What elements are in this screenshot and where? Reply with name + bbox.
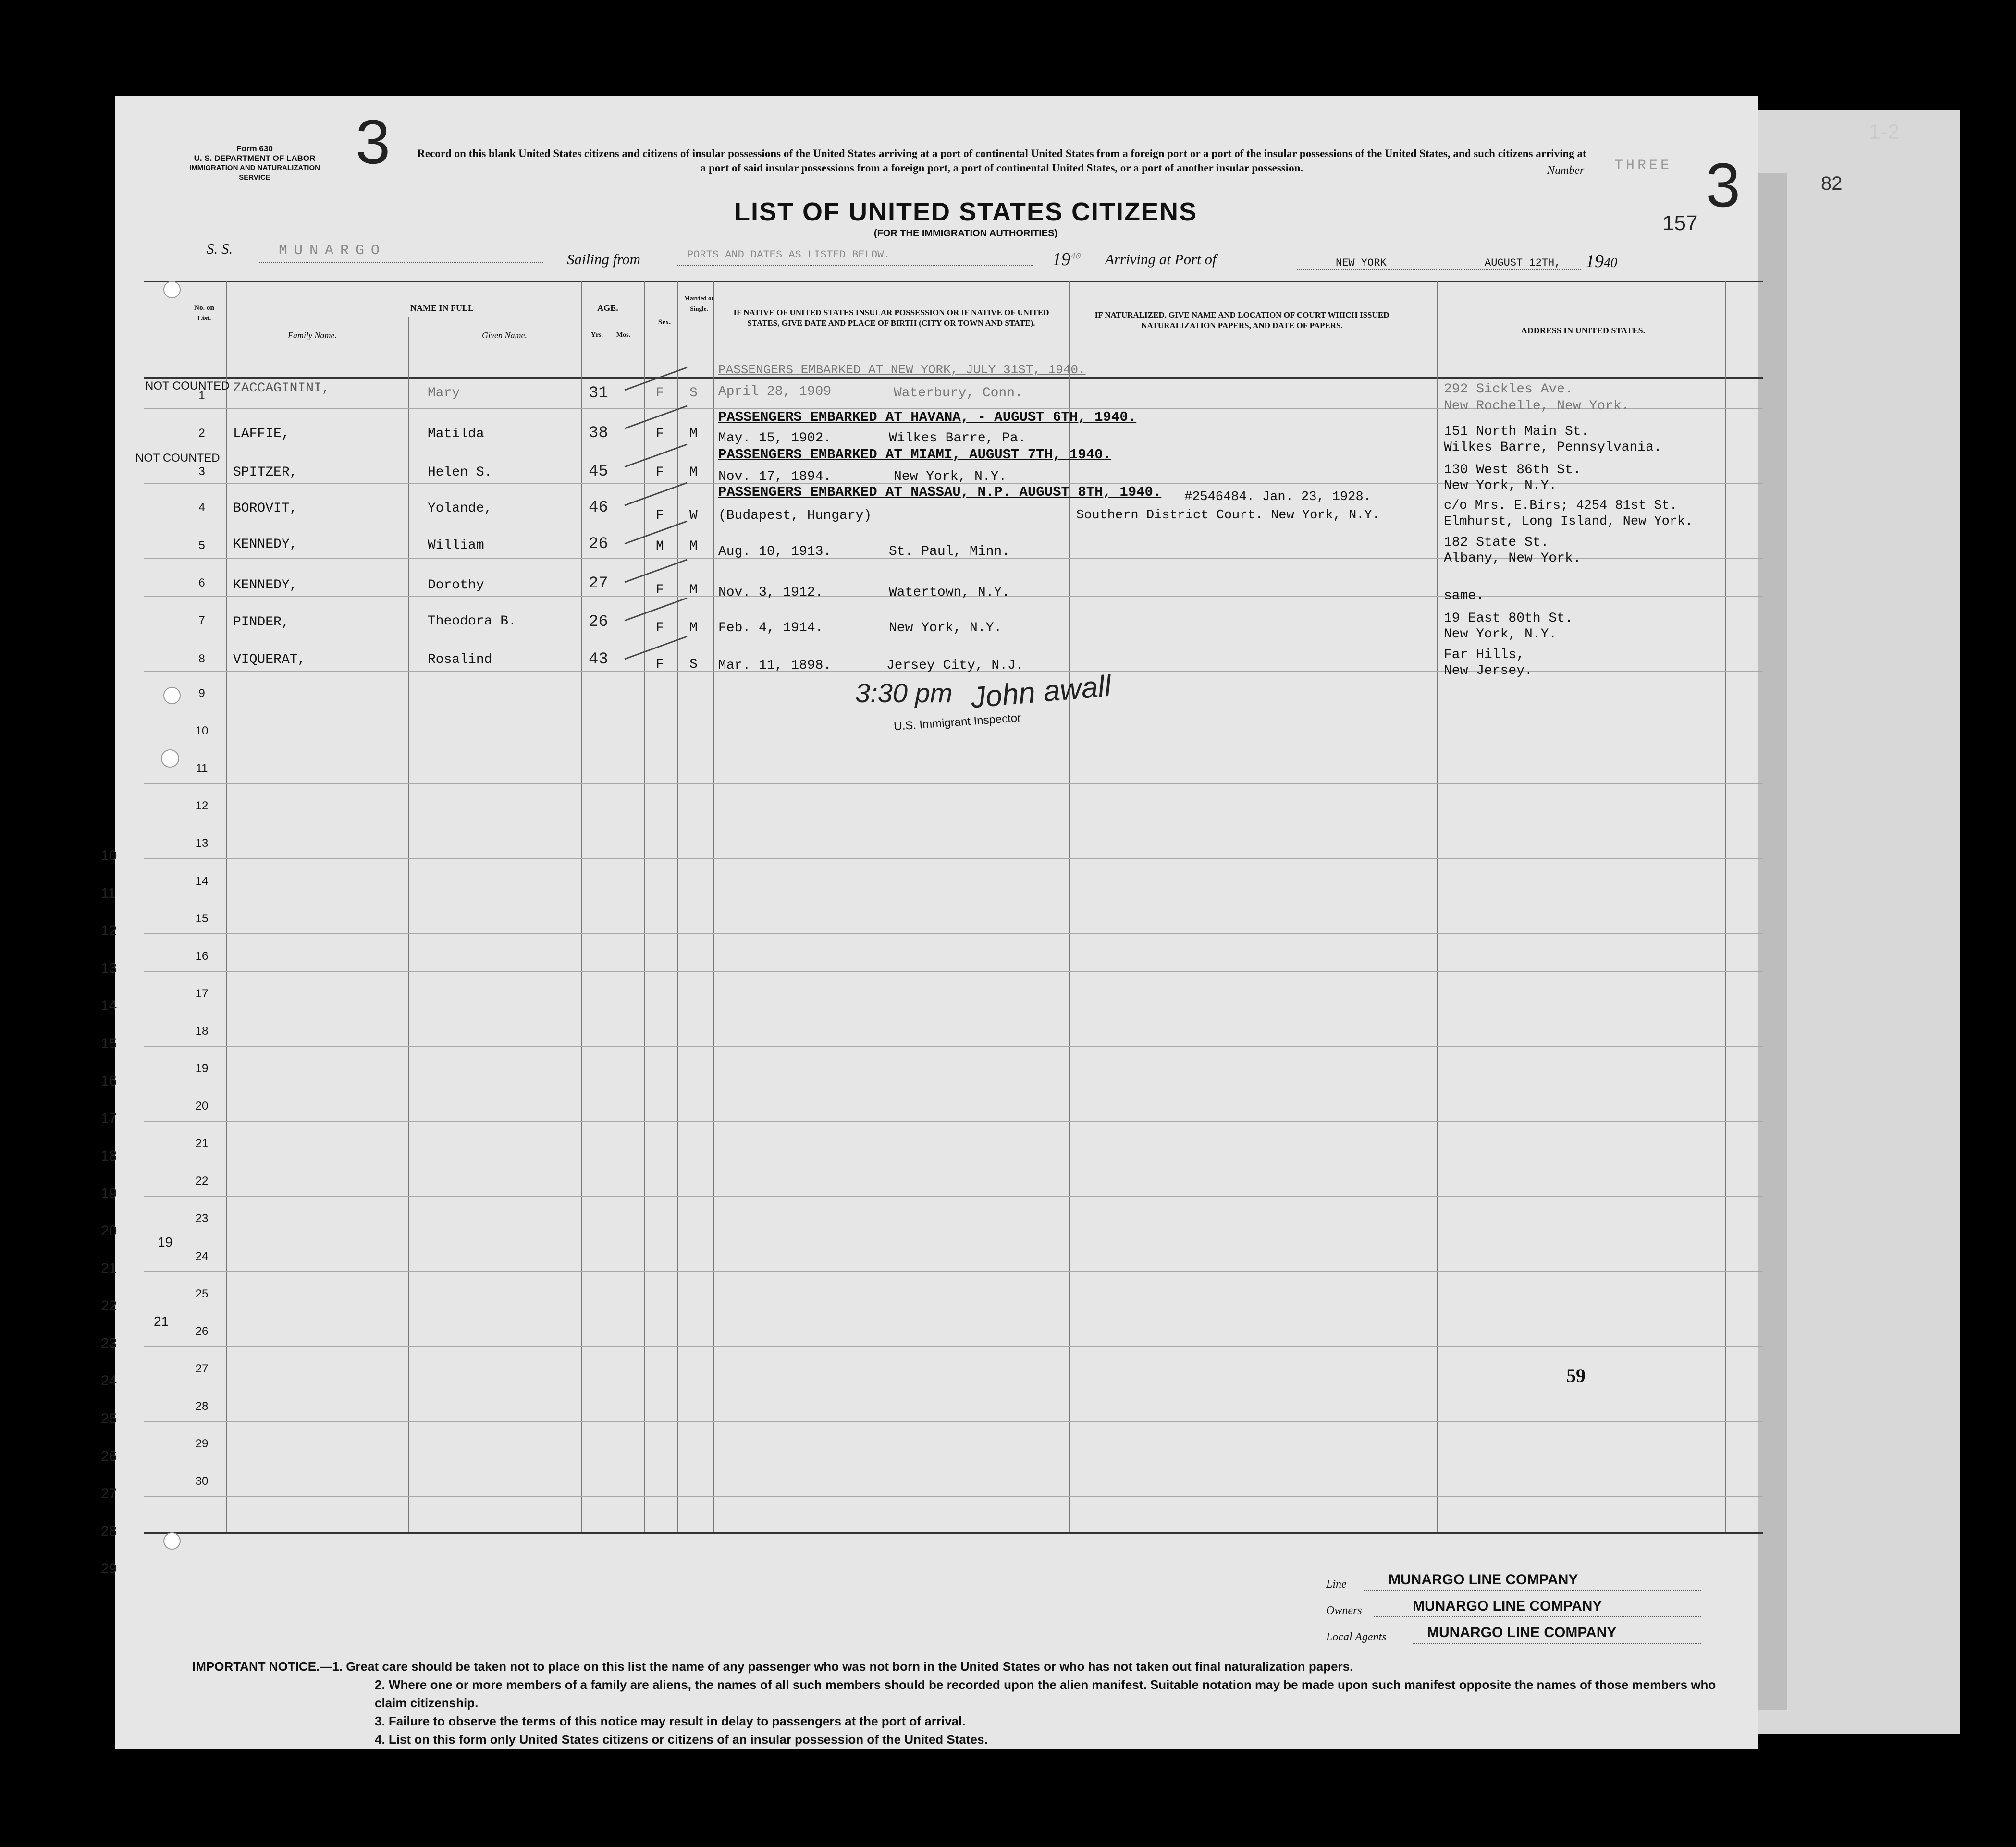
birth-date: Aug. 10, 1913.: [718, 544, 832, 559]
address-line-2: Albany, New York.: [1444, 551, 1581, 566]
row-line: [144, 971, 1763, 972]
year-suffix: 40: [1070, 252, 1081, 262]
arrival-port: NEW YORK: [1336, 257, 1387, 269]
embarkation-havana: PASSENGERS EMBARKED AT HAVANA, - AUGUST 6TH, 1940.: [718, 409, 1137, 425]
family-name: SPITZER,: [233, 465, 298, 480]
ship-name: MUNARGO: [279, 243, 387, 259]
margin-number: 29: [101, 1560, 117, 1577]
row-line: [144, 1121, 1763, 1122]
notice-item: 2. Where one or more members of a family are aliens, the names of all such members should be recorded upon the alien manifest. Suitable notation may be made upon such manifest opposite the names of those members who claim citizenship.: [375, 1677, 1716, 1710]
sailing-value: PORTS AND DATES AS LISTED BELOW.: [687, 249, 890, 261]
row-number: 27: [195, 1362, 209, 1375]
margin-number: 23: [101, 1335, 117, 1352]
punch-hole: [163, 281, 181, 298]
owners-value: MUNARGO LINE COMPANY: [1413, 1598, 1602, 1614]
birth-date: April 28, 1909: [718, 384, 832, 399]
row-line: [144, 1496, 1763, 1497]
form-number: Form 630: [236, 144, 273, 153]
owners-underline: [1374, 1616, 1701, 1617]
address-line-1: 19 East 80th St.: [1444, 611, 1573, 626]
birth-place: St. Paul, Minn.: [889, 544, 1010, 559]
form-info: [183, 144, 327, 183]
department-name: U. S. DEPARTMENT OF LABOR: [194, 154, 316, 163]
extra-number-21: 21: [154, 1314, 169, 1329]
sailing-label: Sailing from: [567, 251, 641, 268]
owners-label: Owners: [1326, 1604, 1362, 1617]
table-top-border: [144, 281, 1763, 282]
birth-date: Nov. 3, 1912.: [718, 585, 824, 600]
row-number: 6: [198, 576, 205, 589]
naturalization-papers: #2546484. Jan. 23, 1928.: [1184, 490, 1371, 504]
notice-item: 3. Failure to observe the terms of this notice may result in delay to passengers at the port of arrival.: [375, 1714, 966, 1728]
row-number: 5: [198, 539, 205, 552]
vline-family: [408, 317, 409, 1532]
row-line: [144, 1196, 1763, 1197]
birth-date: Nov. 17, 1894.: [718, 469, 832, 484]
not-counted-mark-1: NOT COUNTED: [145, 379, 230, 392]
age-years: 45: [589, 463, 608, 481]
row-line: [144, 1271, 1763, 1272]
vline-no: [226, 281, 227, 1532]
address-line-2: New Jersey.: [1444, 663, 1533, 678]
col-birth: IF NATIVE OF UNITED STATES INSULAR POSSESSION OR IF NATIVE OF UNITED STATES, GIVE DATE AND PLACE OF BIRTH (CITY OR TOWN AND STATE).: [733, 308, 1049, 328]
page-stamp-number: 157: [1662, 211, 1698, 235]
row-number: 20: [195, 1100, 209, 1113]
row-number: 18: [195, 1024, 209, 1038]
age-years: 46: [589, 499, 608, 517]
col-married: Married or Single.: [684, 294, 714, 312]
notice-item: 4. List on this form only United States citizens or citizens of an insular possession of the United States.: [375, 1732, 988, 1747]
given-name: Rosalind: [428, 652, 492, 667]
family-name: KENNEDY,: [233, 537, 298, 552]
row-number: 15: [195, 912, 209, 925]
vline-naturalized: [1437, 281, 1438, 1532]
row-number: 28: [195, 1399, 209, 1413]
number-typed: THREE: [1614, 158, 1672, 174]
address-line-1: 151 North Main St.: [1444, 424, 1589, 439]
number-label: Number: [1547, 164, 1585, 177]
arrival-line: [1297, 269, 1581, 270]
notice-item: 1. Great care should be taken not to place on this list the name of any passenger who was not born in the United States or who has not taken out final naturalization papers.: [332, 1659, 1353, 1674]
embarkation-miami: PASSENGERS EMBARKED AT MIAMI, AUGUST 7TH, 1940.: [718, 447, 1111, 463]
page-subtitle: (FOR THE IMMIGRATION AUTHORITIES): [873, 228, 1058, 239]
margin-number: 19: [101, 1185, 117, 1201]
col-sex: Sex.: [658, 318, 671, 326]
arrival-date: AUGUST 12TH,: [1485, 257, 1561, 269]
ship-line: [259, 262, 543, 263]
age-years: 26: [589, 535, 608, 553]
row-number: 19: [195, 1062, 209, 1075]
sailing-year: [1052, 249, 1081, 270]
birth-place: Waterbury, Conn.: [894, 386, 1023, 401]
margin-number: 18: [101, 1148, 117, 1164]
row-line: [144, 783, 1763, 784]
naturalization-court: Southern District Court. New York, N.Y.: [1076, 508, 1380, 523]
row-number: 8: [198, 652, 205, 665]
address-line-2: New Rochelle, New York.: [1444, 399, 1630, 414]
birth-place: Wilkes Barre, Pa.: [889, 431, 1026, 446]
inspector-label: U.S. Immigrant Inspector: [893, 711, 1022, 734]
birth-place: New York, N.Y.: [894, 469, 1007, 484]
given-name: Dorothy: [428, 578, 484, 593]
age-years: 26: [589, 613, 608, 631]
marital-status: M: [689, 465, 698, 480]
important-notice: [192, 1657, 1730, 1749]
row-number: 26: [195, 1324, 209, 1338]
marital-status: M: [689, 621, 698, 636]
row-line: [144, 1346, 1763, 1347]
age-years: 38: [589, 424, 608, 442]
sex: F: [656, 657, 664, 672]
address-line-1: 130 West 86th St.: [1444, 463, 1581, 477]
address-line-2: New York, N.Y.: [1444, 627, 1557, 642]
margin-number: 11: [101, 885, 116, 902]
given-name: Yolande,: [428, 501, 492, 516]
row-number: 21: [195, 1137, 209, 1150]
address-line-2: Elmhurst, Long Island, New York.: [1444, 514, 1693, 529]
family-name: PINDER,: [233, 615, 290, 630]
line-value: MUNARGO LINE COMPANY: [1389, 1572, 1578, 1588]
col-no: No. on List.: [194, 304, 214, 322]
vline-address: [1725, 281, 1726, 1532]
col-given: Given Name.: [482, 330, 527, 340]
row-number: 7: [198, 614, 205, 627]
birth-place: Jersey City, N.J.: [886, 658, 1024, 673]
sailing-line: [677, 265, 1033, 266]
row-number: 30: [195, 1475, 209, 1488]
col-naturalized: IF NATURALIZED, GIVE NAME AND LOCATION OF COURT WHICH ISSUED NATURALIZATION PAPERS, AND DATE OF PAPERS.: [1094, 310, 1389, 330]
agents-value: MUNARGO LINE COMPANY: [1427, 1625, 1617, 1640]
address-line-1: 182 State St.: [1444, 535, 1549, 550]
address-line-1: same.: [1444, 588, 1485, 603]
margin-number: 15: [101, 1035, 117, 1052]
birth-date: (Budapest, Hungary): [718, 508, 872, 523]
margin-number: 13: [101, 960, 117, 977]
inspector-signature: John awall: [969, 669, 1113, 715]
line-label: Line: [1326, 1578, 1347, 1590]
family-name: LAFFIE,: [233, 427, 290, 441]
row-number: 1: [198, 389, 205, 402]
row-number: 13: [195, 837, 209, 850]
row-number: 22: [195, 1174, 209, 1188]
punch-hole: [163, 1532, 181, 1550]
margin-number: 22: [101, 1298, 117, 1314]
row-line: [144, 1046, 1763, 1047]
stamp-59: 59: [1566, 1365, 1586, 1386]
margin-number: 10: [101, 848, 117, 864]
sex: M: [656, 539, 664, 554]
col-name-in-full: NAME IN FULL: [410, 303, 474, 313]
margin-number: 27: [101, 1485, 117, 1502]
row-number: 3: [198, 465, 205, 478]
punch-hole: [161, 749, 179, 768]
record-instructions: Record on this blank United States citizens and citizens of insular possessions of the United States arriving at a port of continental United States from a foreign port or a port of the insular possessions of the United States, and such citizens arriving at a port of said insular possessions from a foreign port, a port of continental United States, or a port of another insular possession.: [417, 147, 1586, 174]
marital-status: S: [689, 386, 698, 401]
margin-number: 12: [101, 923, 117, 939]
margin-number: 14: [101, 998, 117, 1014]
arriving-label: Arriving at Port of: [1105, 251, 1217, 268]
row-number: 4: [198, 501, 205, 514]
row-number: 9: [198, 687, 205, 700]
address-line-2: Wilkes Barre, Pennsylvania.: [1444, 440, 1662, 455]
birth-place: New York, N.Y.: [889, 621, 1002, 636]
embarkation-new-york: PASSENGERS EMBARKED AT NEW YORK, JULY 31ST, 1940.: [718, 363, 1086, 377]
service-name: IMMIGRATION AND NATURALIZATION SERVICE: [189, 164, 320, 182]
sex: F: [656, 427, 664, 441]
address-line-2: New York, N.Y.: [1444, 478, 1557, 493]
underlying-sheet-edge: [1758, 173, 1787, 1710]
col-address: ADDRESS IN UNITED STATES.: [1521, 326, 1646, 335]
notice-heading: IMPORTANT NOTICE.—: [192, 1659, 332, 1674]
given-name: Helen S.: [428, 465, 492, 480]
ss-label: S. S.: [207, 240, 233, 257]
col-yrs: Yrs.: [590, 331, 603, 339]
marital-status: M: [689, 539, 698, 554]
margin-number: 17: [101, 1110, 117, 1126]
family-name: BOROVIT,: [233, 501, 298, 516]
vline-given: [581, 281, 582, 1532]
row-line: [144, 933, 1763, 934]
embarkation-nassau: PASSENGERS EMBARKED AT NASSAU, N.P. AUGUST 8TH, 1940.: [718, 484, 1162, 500]
corner-mark: 1-2: [1869, 120, 1900, 144]
row-number: 17: [195, 987, 209, 1000]
margin-number: 28: [101, 1523, 117, 1539]
row-line: [144, 1421, 1763, 1422]
address-line-1: Far Hills,: [1444, 648, 1525, 662]
row-number: 23: [195, 1212, 209, 1225]
col-mos: Mos.: [616, 331, 631, 339]
handwritten-number-left: 3: [356, 107, 391, 177]
corner-number: 82: [1821, 173, 1843, 194]
row-number: 11: [196, 762, 208, 775]
not-counted-mark-3: NOT COUNTED: [135, 452, 220, 465]
row-number: 10: [195, 724, 209, 738]
row-number: 29: [195, 1437, 209, 1450]
birth-date: May. 15, 1902.: [718, 431, 832, 446]
inspection-time: 3:30 pm: [855, 678, 953, 708]
given-name: Matilda: [428, 427, 484, 441]
table-header-border: [144, 377, 1763, 379]
check-marks: [620, 365, 697, 764]
sex: F: [656, 621, 664, 636]
row-number: 2: [198, 427, 205, 440]
arrival-year-suffix: 40: [1604, 256, 1617, 270]
punch-hole: [163, 687, 181, 704]
line-underline: [1364, 1590, 1701, 1591]
margin-number: 21: [101, 1260, 117, 1277]
row-number: 14: [195, 874, 209, 888]
extra-number-19: 19: [158, 1235, 173, 1249]
marital-status: W: [689, 508, 698, 523]
row-number: 24: [195, 1249, 209, 1263]
sex: F: [656, 465, 664, 480]
margin-number: 25: [101, 1410, 117, 1427]
row-number: 25: [195, 1287, 209, 1300]
manifest-page: [101, 96, 1758, 1749]
sex: F: [656, 583, 664, 598]
margin-number: 16: [101, 1073, 117, 1089]
handwritten-number-right: 3: [1706, 150, 1741, 220]
arrival-year-prefix: 19: [1586, 251, 1604, 271]
birth-place: Watertown, N.Y.: [889, 585, 1010, 600]
year-prefix: 19: [1052, 249, 1070, 269]
marital-status: M: [689, 583, 698, 598]
birth-date: Feb. 4, 1914.: [718, 621, 824, 636]
age-years: 31: [589, 384, 608, 403]
col-age: AGE.: [597, 303, 618, 313]
row-line: [144, 858, 1763, 859]
arrival-year: [1586, 251, 1617, 272]
agents-label: Local Agents: [1326, 1631, 1387, 1643]
row-number: 12: [195, 799, 209, 813]
margin-number: 26: [101, 1448, 117, 1464]
family-name: VIQUERAT,: [233, 652, 306, 667]
margin-number: 24: [101, 1373, 117, 1389]
address-line-1: c/o Mrs. E.Birs; 4254 81st St.: [1444, 499, 1678, 513]
sex: F: [656, 508, 664, 523]
margin-number: 20: [101, 1223, 117, 1239]
row-number: 16: [195, 949, 209, 963]
col-family: Family Name.: [288, 330, 337, 340]
marital-status: S: [689, 657, 698, 672]
vline-married: [713, 281, 714, 1532]
page-title: LIST OF UNITED STATES CITIZENS: [734, 197, 1197, 226]
agents-underline: [1413, 1643, 1701, 1644]
marital-status: M: [689, 427, 698, 441]
birth-date: Mar. 11, 1898.: [718, 658, 832, 673]
sex: F: [656, 386, 664, 401]
given-name: Theodora B.: [428, 614, 516, 629]
given-name: William: [428, 538, 484, 553]
age-years: 27: [589, 575, 608, 593]
age-years: 43: [589, 650, 608, 669]
table-bottom-border: [144, 1532, 1763, 1534]
given-name: Mary: [428, 386, 460, 401]
family-name: ZACCAGININI,: [233, 381, 330, 396]
address-line-1: 292 Sickles Ave.: [1444, 382, 1573, 397]
vline-birth: [1069, 281, 1070, 1532]
family-name: KENNEDY,: [233, 578, 298, 593]
